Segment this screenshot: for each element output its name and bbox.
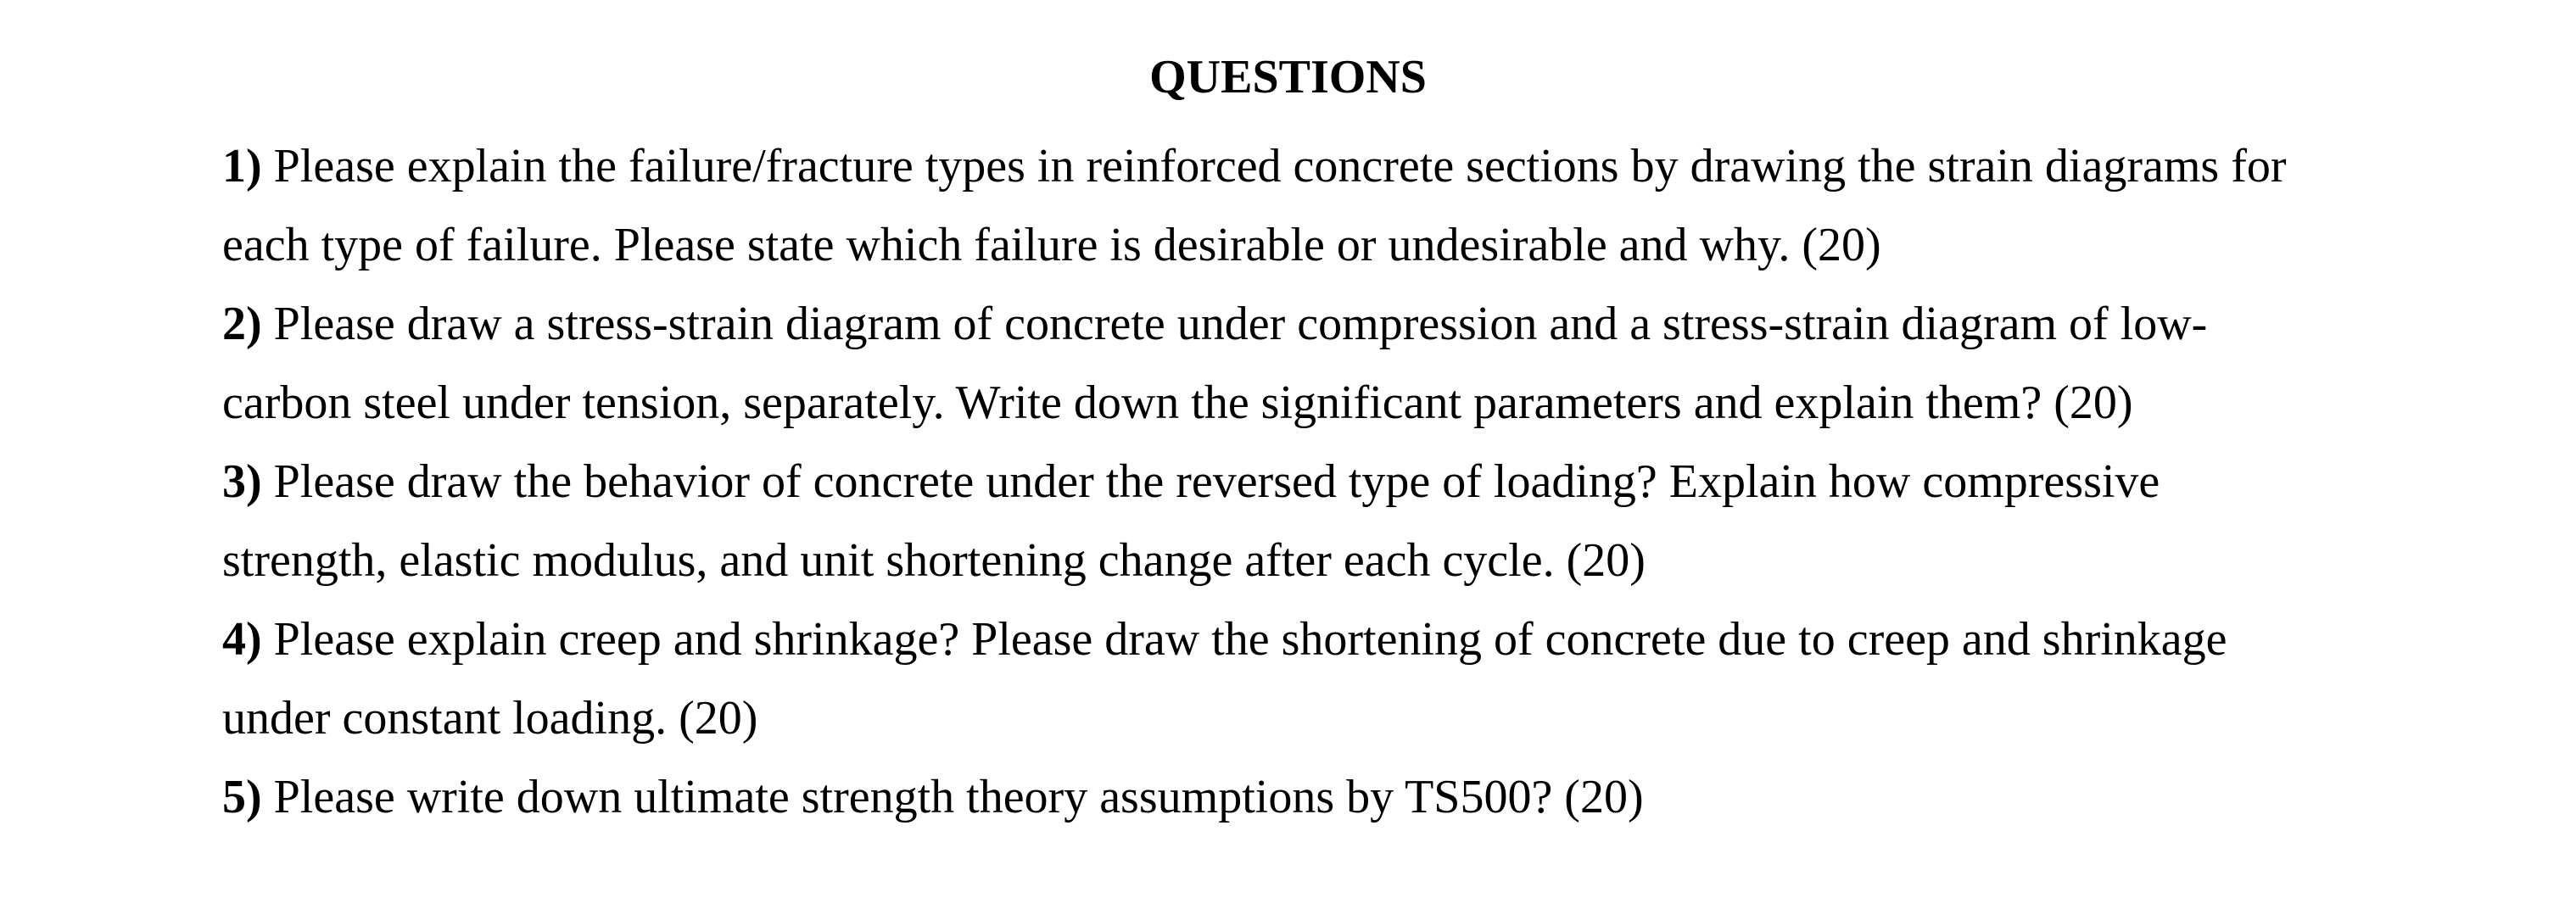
question-1 — [222, 127, 2563, 285]
question-1-number: 1) — [222, 140, 262, 192]
question-1-text-line-1: Please explain the failure/fracture types in reinforced concrete sections by drawing the strain diagrams for — [273, 140, 2287, 192]
question-3-text-line-2: strength, elastic modulus, and unit shortening change after each cycle. (20) — [222, 534, 1646, 587]
question-2 — [222, 285, 2563, 443]
question-1-text-line-2: each type of failure. Please state which failure is desirable or undesirable and why. (20) — [222, 219, 1881, 271]
question-2-number: 2) — [222, 298, 262, 350]
question-4-text-line-2: under constant loading. (20) — [222, 692, 758, 745]
page-title: QUESTIONS — [1149, 51, 1427, 103]
question-4-text-line-1: Please explain creep and shrinkage? Please draw the shortening of concrete due to creep and shrinkage — [273, 613, 2227, 666]
question-5 — [222, 758, 2563, 837]
question-2-line-1 — [222, 285, 2563, 364]
question-2-text-line-2: carbon steel under tension, separately. Write down the significant parameters and explain them? (20) — [222, 376, 2133, 429]
question-3-number: 3) — [222, 455, 262, 508]
question-3 — [222, 443, 2563, 600]
question-2-text-line-1: Please draw a stress-strain diagram of concrete under compression and a stress-strain diagram of low- — [273, 298, 2208, 350]
question-1-line-1 — [222, 127, 2563, 206]
question-4 — [222, 600, 2563, 758]
question-5-line-1 — [222, 758, 2563, 837]
question-5-number: 5) — [222, 771, 262, 823]
question-4-number: 4) — [222, 613, 262, 666]
question-3-text-line-1: Please draw the behavior of concrete under the reversed type of loading? Explain how compressive — [273, 455, 2160, 508]
question-5-text-line-1: Please write down ultimate strength theory assumptions by TS500? (20) — [273, 771, 1644, 823]
question-3-line-1 — [222, 443, 2563, 522]
question-list — [222, 127, 2563, 837]
question-4-line-1 — [222, 600, 2563, 679]
